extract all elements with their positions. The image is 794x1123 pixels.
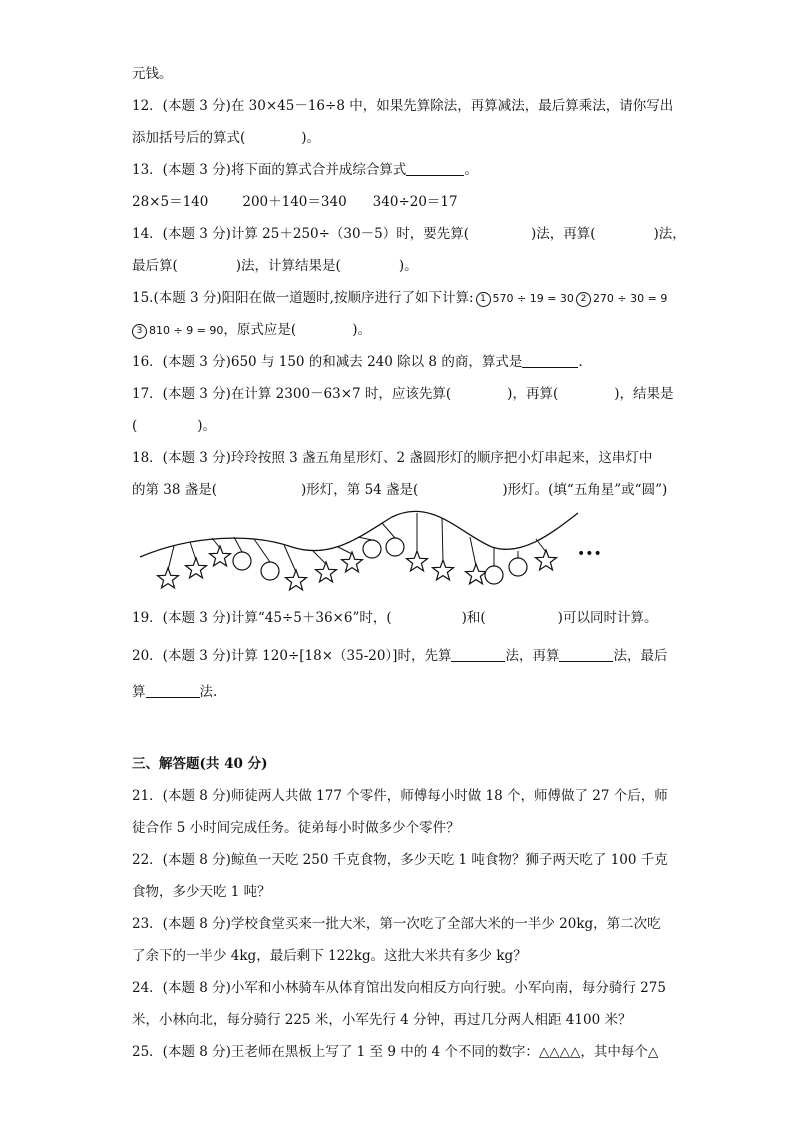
question-13-equations: 28×5＝140 200＋140＝340 340÷20＝17 bbox=[132, 194, 458, 210]
lamp-cord bbox=[536, 539, 546, 552]
star-lamp-icon bbox=[210, 546, 231, 566]
star-lamp-icon bbox=[158, 568, 179, 588]
question-16: 16．(本题 3 分)650 与 150 的和减去 240 除以 8 的商，算式是 . bbox=[132, 354, 583, 370]
question-13: 13．(本题 3 分)将下面的算式合并成综合算式 。 bbox=[132, 162, 478, 178]
question-23-line-2: 了余下的一半少 4kg，最后剩下 122kg。这批大米共有多少 kg？ bbox=[132, 948, 527, 964]
lamp-cord bbox=[312, 550, 326, 564]
answer-blank[interactable] bbox=[146, 683, 200, 698]
question-18-line-2: 的第 38 盏是( )形灯，第 54 盏是( )形灯。(填“五角星”或“圆”) bbox=[132, 482, 668, 498]
question-20-line-1: 20．(本题 3 分)计算 120÷[18×（35-20）]时，先算 法，再算 法，最后 bbox=[132, 648, 668, 664]
lamp-cord bbox=[284, 545, 296, 572]
answer-blank[interactable] bbox=[451, 647, 505, 662]
lamps bbox=[158, 513, 557, 590]
star-lamp-icon bbox=[342, 552, 363, 572]
text-line: 元钱。 bbox=[132, 66, 173, 82]
ellipsis-text: ••• bbox=[577, 546, 602, 562]
circled-number: 3 bbox=[132, 324, 147, 339]
round-lamp-icon bbox=[485, 566, 503, 584]
star-lamp-icon bbox=[433, 560, 454, 580]
circled-number: 2 bbox=[576, 292, 591, 307]
question-15-line-2: 3 810 ÷ 9 = 90，原式应是( )。 bbox=[132, 320, 371, 341]
lamp-cord bbox=[168, 546, 174, 570]
lamp-cord bbox=[190, 542, 196, 560]
question-14-line-1: 14．(本题 3 分)计算 25＋250÷（30－5）时，要先算( )法，再算( )法， bbox=[132, 226, 686, 242]
lamp-cord bbox=[470, 537, 476, 566]
lamp-cord bbox=[442, 518, 443, 562]
star-lamp-icon bbox=[536, 550, 557, 570]
question-22-line-1: 22．(本题 8 分)鲸鱼一天吃 250 千克食物，多少天吃 1 吨食物？狮子两天吃了 100 千克 bbox=[132, 852, 668, 868]
question-17-line-2: ( )。 bbox=[132, 418, 217, 434]
round-lamp-icon bbox=[509, 558, 527, 576]
star-lamp-icon bbox=[186, 558, 207, 578]
answer-blank[interactable] bbox=[559, 647, 613, 662]
star-lamp-icon bbox=[316, 562, 337, 582]
lamp-cord bbox=[338, 547, 352, 554]
lamp-cord bbox=[358, 537, 372, 540]
question-15-line-1: 15.(本题 3 分)阳阳在做一道题时,按顺序进行了如下计算: 1 570 ÷ 19 = 30 2 270 ÷ 30 = 9 bbox=[132, 290, 668, 306]
answer-blank[interactable] bbox=[522, 353, 578, 368]
question-21-line-2: 徒合作 5 小时间完成任务。徒弟每小时做多少个零件？ bbox=[132, 820, 460, 836]
round-lamp-icon bbox=[261, 562, 279, 580]
answer-blank[interactable] bbox=[406, 161, 464, 176]
question-19: 19．(本题 3 分)计算“45÷5＋36×6”时，( )和( )可以同时计算。 bbox=[132, 610, 658, 626]
lamp-cord bbox=[254, 539, 270, 562]
question-18-line-1: 18．(本题 3 分)玲玲按照 3 盏五角星形灯、2 盏圆形灯的顺序把小灯串起来，这串灯中 bbox=[132, 450, 653, 466]
question-21-line-1: 21．(本题 8 分)师徒两人共做 177 个零件，师傅每小时做 18 个，师傅做了 27 个后，师 bbox=[132, 788, 668, 804]
question-22-line-2: 食物，多少天吃 1 吨？ bbox=[132, 884, 271, 900]
round-lamp-icon bbox=[233, 552, 251, 570]
question-14-line-2: 最后算( )法，计算结果是( )。 bbox=[132, 258, 418, 274]
circled-number: 1 bbox=[476, 292, 491, 307]
star-lamp-icon bbox=[466, 564, 487, 584]
question-17-line-1: 17．(本题 3 分)在计算 2300－63×7 时，应该先算( )，再算( )，结果是 bbox=[132, 386, 674, 402]
star-lamp-icon bbox=[286, 570, 307, 590]
question-12-line-1: 12．(本题 3 分)在 30×45－16÷8 中，如果先算除法，再算减法，最后算乘法，请你写出 bbox=[132, 98, 674, 114]
question-23-line-1: 23．(本题 8 分)学校食堂买来一批大米，第一次吃了全部大米的一半少 20kg，第二次吃 bbox=[132, 916, 661, 932]
lamp-cord bbox=[382, 523, 395, 538]
question-24-line-1: 24．(本题 8 分)小军和小林骑车从体育馆出发向相反方向行驶。小军向南，每分骑行 275 bbox=[132, 980, 666, 996]
lamp-cord bbox=[212, 538, 220, 548]
question-25-line-1: 25．(本题 8 分)王老师在黑板上写了 1 至 9 中的 4 个不同的数字：△△△△，其中每个△ bbox=[132, 1044, 659, 1060]
section-heading: 三、解答题(共 40 分) bbox=[132, 756, 268, 772]
question-20-line-2: 算 法. bbox=[132, 684, 218, 700]
question-12-line-2: 添加括号后的算式( )。 bbox=[132, 130, 321, 146]
lamp-cord bbox=[234, 537, 242, 552]
string-of-lights-figure bbox=[132, 505, 612, 595]
round-lamp-icon bbox=[386, 538, 404, 556]
round-lamp-icon bbox=[363, 540, 381, 558]
light-string-wire bbox=[140, 511, 578, 557]
star-lamp-icon bbox=[407, 551, 428, 571]
question-24-line-2: 米，小林向北，每分骑行 225 米，小军先行 4 分钟，再过几分两人相距 4100 米？ bbox=[132, 1012, 632, 1028]
